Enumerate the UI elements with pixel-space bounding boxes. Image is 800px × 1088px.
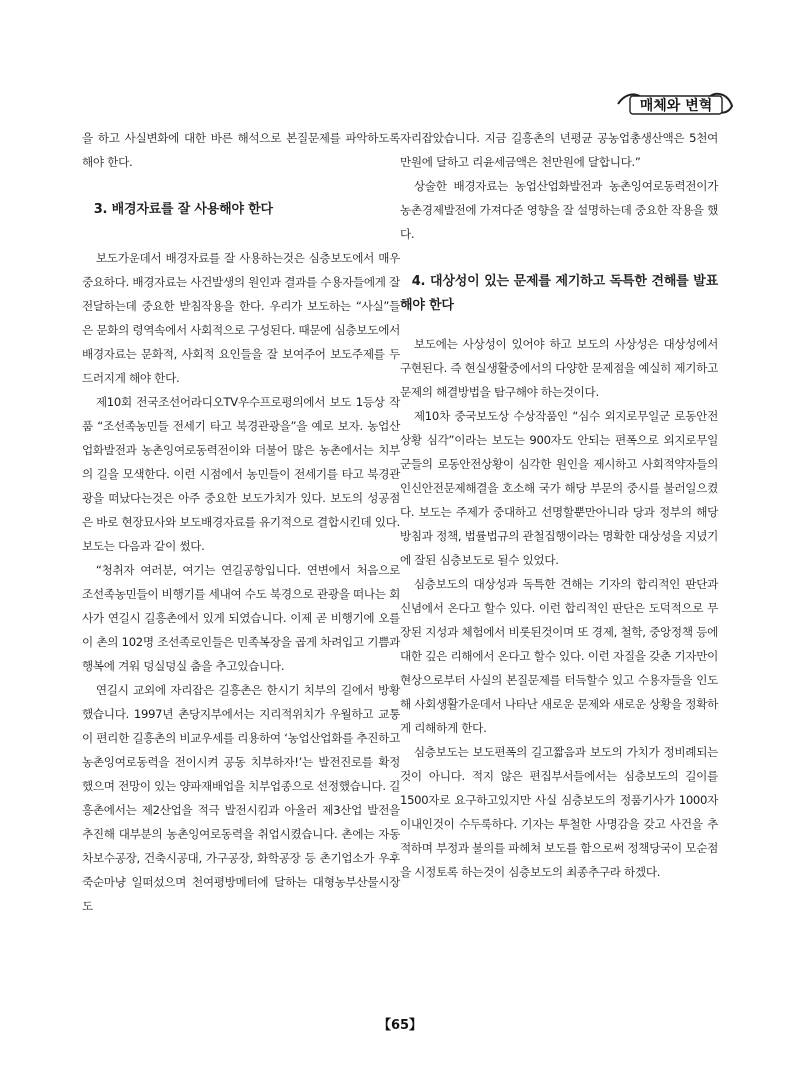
right-paragraph-1: 상술한 배경자료는 농업산업화발전과 농촌잉여로동력전이가 농촌경제발전에 가져다준 영향을 잘 설명하는데 중요한 작용을 했다. xyxy=(400,179,718,241)
section-heading-4: 4. 대상성이 있는 문제를 제기하고 독특한 견해를 발표해야 한다 xyxy=(400,274,718,313)
right-paragraph-3: 제10차 중국보도상 수상작품인 “심수 외지로무일군 로동안전상황 심각”이라는 보도는 900자도 안되는 편폭으로 외지로무일군들의 로동안전상황이 심각한 원인을 제시하고 사회적약자들의 인신안전문제해결을 호소해 국가 해당 부문의 중시를 불러일으켰다. 보도는 주제가 중대하고 선명할뿐만아니라 당과 정부의 해당 방침과 정책, 법률법규의 관철집행이라는 명확한 대상성을 지녔기에 잘된 심층보도로 될수 있었다. xyxy=(400,409,718,567)
right-column xyxy=(400,126,718,884)
section-heading-3: 3. 배경자료를 잘 사용해야 한다 xyxy=(93,202,273,217)
left-paragraph-4: 연길시 교외에 자리잡은 길흥촌은 한시기 치부의 길에서 방황했습니다. 1997년 촌당지부에서는 지리적위치가 우월하고 교통이 편리한 길흥촌의 비교우세를 리용하여 ‘농업산업화를 추진하고 농촌잉여로동력을 전이시켜 공동 치부하자!’는 발전진로를 확정했으며 전망이 있는 양파재배업을 치부업종으로 선정했습니다. 길흥촌에서는 제2산업을 적극 발전시킴과 아울러 제3산업 발전을 추진해 대부분의 농촌잉여로동력을 취업시켰습니다. 촌에는 자동차보수공장, 건축시공대, 가구공장, 화학공장 등 촌기업소가 우후죽순마냥 일떠섰으며 천여평방메터에 달하는 대형농부산물시장도 xyxy=(82,683,400,913)
left-paragraph-3: “청취자 여러분, 여기는 연길공항입니다. 연변에서 처음으로 조선족농민들이 비행기를 세내여 수도 북경으로 관광을 떠나는 회사가 연길시 길흥촌에서 있게 되였습니다. 이제 곧 비행기에 오를 이 촌의 102명 조선족로인들은 민족복장을 곱게 차려입고 기쁨과 행복에 겨워 덩실덩실 춤을 추고있습니다. xyxy=(82,563,400,673)
right-paragraph-4: 심층보도의 대상성과 독특한 견해는 기자의 합리적인 판단과 신념에서 온다고 할수 있다. 이런 합리적인 판단은 도덕적으로 무장된 지성과 체험에서 비롯된것이며 또 경제, 철학, 중앙정책 등에 대한 깊은 리해에서 온다고 할수 있다. 이런 자질을 갖춘 기자만이 현상으로부터 사실의 본질문제를 터득할수 있고 수용자들을 인도해 사회생활가운데서 나타난 새로운 문제와 새로운 상황을 정확하게 리해하게 한다. xyxy=(400,577,718,735)
magazine-logo xyxy=(616,88,736,118)
right-paragraph-0: 자리잡았습니다. 지금 길흥촌의 년평균 공농업총생산액은 5천여만원에 달하고 리윤세금액은 천만원에 달합니다.” xyxy=(400,131,718,169)
left-paragraph-2: 제10회 전국조선어라디오TV우수프로평의에서 보도 1등상 작품 “조선족농민들 전세기 타고 북경관광을”을 예로 보자. 농업산업화발전과 농촌잉여로동력전이와 더불어 많은 농촌에서는 치부의 길을 모색한다. 이런 시점에서 농민들이 전세기를 타고 북경관광을 떠났다는것은 아주 중요한 보도가치가 있다. 보도의 성공점은 바로 현장묘사와 보도배경자료를 유기적으로 결합시킨데 있다. 보도는 다음과 같이 썼다. xyxy=(82,395,400,553)
right-paragraph-5: 심층보도는 보도편폭의 길고짧음과 보도의 가치가 정비례되는것이 아니다. 적지 않은 편집부서들에서는 심층보도의 길이를 1500자로 요구하고있지만 사실 심층보도의 정품기사가 1000자 이내인것이 수두룩하다. 기자는 투철한 사명감을 갖고 사건을 추적하며 부정과 불의를 파헤쳐 보도를 함으로써 정책당국이 모순점을 시정토록 하는것이 심층보도의 최종추구라 하겠다. xyxy=(400,745,718,879)
left-paragraph-0: 을 하고 사실변화에 대한 바른 해석으로 본질문제를 파악하도록 해야 한다. xyxy=(82,131,400,169)
page-number: 【65】 xyxy=(377,1018,423,1033)
left-column xyxy=(82,126,400,918)
left-paragraph-1: 보도가운데서 배경자료를 잘 사용하는것은 심층보도에서 매우 중요하다. 배경자료는 사건발생의 원인과 결과를 수용자들에게 잘 전달하는데 중요한 받침작용을 한다. 우리가 보도하는 “사실”들은 문화의 령역속에서 사회적으로 구성된다. 때문에 심층보도에서 배경자료는 문화적, 사회적 요인들을 잘 보여주어 보도주제를 두드러지게 해야 한다. xyxy=(82,251,400,385)
right-paragraph-2: 보도에는 사상성이 있어야 하고 보도의 사상성은 대상성에서 구현된다. 즉 현실생활중에서의 다양한 문제점을 예실히 제기하고 문제의 해결방법을 탐구해야 하는것이다. xyxy=(400,337,718,399)
logo-text: 매체와 변혁 xyxy=(639,98,713,114)
